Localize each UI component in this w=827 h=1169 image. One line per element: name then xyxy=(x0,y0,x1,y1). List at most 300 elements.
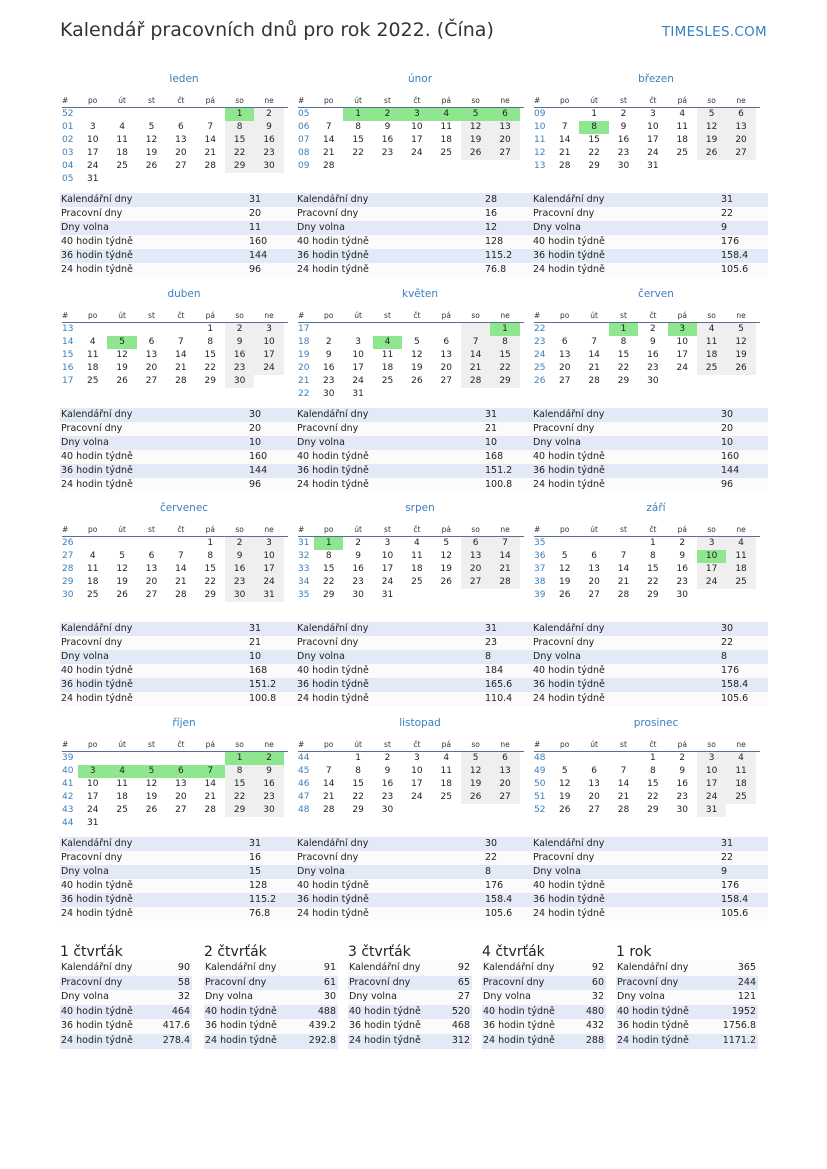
day-cell[interactable]: 15 xyxy=(647,779,659,789)
day-cell[interactable]: 12 xyxy=(116,350,128,360)
day-cell[interactable]: 18 xyxy=(86,363,99,373)
day-cell[interactable]: 16 xyxy=(225,349,254,362)
day-cell[interactable]: 29 xyxy=(225,160,254,173)
day-cell[interactable]: 24 xyxy=(697,576,726,589)
day-cell[interactable]: 29 xyxy=(647,590,659,600)
day-cell[interactable]: 3 xyxy=(697,752,726,765)
day-cell[interactable]: 1 xyxy=(490,323,519,336)
day-cell[interactable]: 11 xyxy=(726,550,755,563)
day-cell[interactable]: 25 xyxy=(726,576,755,589)
day-cell[interactable]: 2 xyxy=(679,753,686,763)
day-cell[interactable]: 8 xyxy=(490,336,519,349)
day-cell[interactable]: 23 xyxy=(381,148,394,158)
day-cell[interactable]: 25 xyxy=(86,376,99,386)
day-cell[interactable]: 16 xyxy=(225,563,254,576)
brand-link[interactable]: TIMESLES.COM xyxy=(661,24,767,40)
day-cell[interactable]: 2 xyxy=(225,323,254,336)
day-cell[interactable]: 24 xyxy=(254,362,283,375)
day-cell[interactable]: 8 xyxy=(207,551,214,561)
day-cell[interactable]: 8 xyxy=(207,337,214,347)
day-cell[interactable]: 3 xyxy=(384,538,391,548)
day-cell[interactable]: 2 xyxy=(679,538,686,548)
day-cell[interactable]: 30 xyxy=(254,804,283,817)
day-cell[interactable]: 28 xyxy=(490,576,519,589)
day-cell[interactable]: 26 xyxy=(461,791,490,804)
day-cell[interactable]: 23 xyxy=(254,791,283,804)
day-cell[interactable]: 14 xyxy=(175,350,187,360)
day-cell[interactable]: 26 xyxy=(145,161,158,171)
day-cell[interactable]: 8 xyxy=(650,551,656,561)
day-cell[interactable]: 8 xyxy=(225,121,254,134)
day-cell[interactable]: 10 xyxy=(86,135,99,145)
day-cell[interactable]: 20 xyxy=(175,792,187,802)
day-cell[interactable]: 26 xyxy=(697,147,726,160)
day-cell[interactable]: 19 xyxy=(411,363,423,373)
day-cell[interactable]: 5 xyxy=(461,108,490,121)
day-cell[interactable]: 12 xyxy=(116,564,128,574)
day-cell[interactable]: 29 xyxy=(204,590,216,600)
day-cell[interactable]: 13 xyxy=(726,121,755,134)
day-cell[interactable]: 5 xyxy=(561,766,568,776)
day-cell[interactable]: 20 xyxy=(588,577,600,587)
day-cell[interactable]: 30 xyxy=(254,160,283,173)
day-cell[interactable]: 21 xyxy=(322,148,335,158)
day-cell[interactable]: 28 xyxy=(588,376,600,386)
day-cell[interactable]: 20 xyxy=(145,363,158,373)
day-cell[interactable]: 6 xyxy=(461,537,490,550)
day-cell[interactable]: 13 xyxy=(490,121,519,134)
day-cell[interactable]: 20 xyxy=(490,134,519,147)
day-cell[interactable]: 26 xyxy=(461,147,490,160)
day-cell[interactable]: 17 xyxy=(352,363,364,373)
day-cell[interactable]: 4 xyxy=(432,108,461,121)
day-cell[interactable]: 19 xyxy=(558,792,571,802)
day-cell[interactable]: 3 xyxy=(414,753,420,763)
day-cell[interactable]: 23 xyxy=(225,362,254,375)
day-cell[interactable]: 1 xyxy=(207,538,214,548)
day-cell[interactable]: 30 xyxy=(225,375,254,388)
day-cell[interactable]: 28 xyxy=(322,805,335,815)
day-cell[interactable]: 20 xyxy=(558,363,571,373)
day-cell[interactable]: 30 xyxy=(352,590,364,600)
day-cell[interactable]: 3 xyxy=(89,122,96,132)
day-cell[interactable]: 22 xyxy=(588,148,600,158)
day-cell[interactable]: 16 xyxy=(254,134,283,147)
day-cell[interactable]: 9 xyxy=(384,766,391,776)
day-cell[interactable]: 1 xyxy=(314,537,343,550)
day-cell[interactable]: 16 xyxy=(676,779,688,789)
day-cell[interactable]: 14 xyxy=(617,564,630,574)
day-cell[interactable]: 16 xyxy=(352,564,364,574)
day-cell[interactable]: 6 xyxy=(561,337,568,347)
day-cell[interactable]: 10 xyxy=(411,122,423,132)
day-cell[interactable]: 15 xyxy=(225,134,254,147)
day-cell[interactable]: 23 xyxy=(676,792,688,802)
day-cell[interactable]: 7 xyxy=(620,551,627,561)
day-cell[interactable]: 5 xyxy=(414,337,420,347)
day-cell[interactable]: 8 xyxy=(355,766,361,776)
day-cell[interactable]: 14 xyxy=(175,564,187,574)
day-cell[interactable]: 3 xyxy=(668,323,697,336)
day-cell[interactable]: 20 xyxy=(440,363,452,373)
day-cell[interactable]: 6 xyxy=(178,122,184,132)
day-cell[interactable]: 3 xyxy=(697,537,726,550)
day-cell[interactable]: 15 xyxy=(352,779,364,789)
day-cell[interactable]: 30 xyxy=(225,589,254,602)
day-cell[interactable]: 5 xyxy=(137,765,166,778)
day-cell[interactable]: 18 xyxy=(726,778,755,791)
day-cell[interactable]: 27 xyxy=(558,376,571,386)
day-cell[interactable]: 6 xyxy=(591,551,597,561)
day-cell[interactable]: 8 xyxy=(650,766,656,776)
day-cell[interactable]: 25 xyxy=(697,362,726,375)
day-cell[interactable]: 26 xyxy=(440,577,452,587)
day-cell[interactable]: 28 xyxy=(175,590,187,600)
day-cell[interactable]: 21 xyxy=(617,792,630,802)
day-cell[interactable]: 4 xyxy=(697,323,726,336)
day-cell[interactable]: 11 xyxy=(116,135,128,145)
day-cell[interactable]: 12 xyxy=(411,350,423,360)
day-cell[interactable]: 23 xyxy=(225,576,254,589)
day-cell[interactable]: 27 xyxy=(726,147,755,160)
day-cell[interactable]: 23 xyxy=(617,148,630,158)
day-cell[interactable]: 7 xyxy=(620,766,627,776)
day-cell[interactable]: 13 xyxy=(145,564,158,574)
day-cell[interactable]: 4 xyxy=(726,537,755,550)
day-cell[interactable]: 6 xyxy=(726,108,755,121)
day-cell[interactable]: 27 xyxy=(490,791,519,804)
day-cell[interactable]: 13 xyxy=(175,135,187,145)
day-cell[interactable]: 23 xyxy=(254,147,283,160)
day-cell[interactable]: 22 xyxy=(352,792,364,802)
day-cell[interactable]: 14 xyxy=(461,349,490,362)
day-cell[interactable]: 10 xyxy=(411,766,423,776)
day-cell[interactable]: 14 xyxy=(204,779,216,789)
day-cell[interactable]: 10 xyxy=(381,551,394,561)
day-cell[interactable]: 15 xyxy=(322,564,335,574)
day-cell[interactable]: 5 xyxy=(461,752,490,765)
day-cell[interactable]: 6 xyxy=(443,337,450,347)
day-cell[interactable]: 24 xyxy=(697,791,726,804)
day-cell[interactable]: 10 xyxy=(647,122,659,132)
day-cell[interactable]: 2 xyxy=(254,752,283,765)
day-cell[interactable]: 7 xyxy=(178,337,184,347)
day-cell[interactable]: 7 xyxy=(461,336,490,349)
day-cell[interactable]: 15 xyxy=(617,350,630,360)
day-cell[interactable]: 14 xyxy=(588,350,600,360)
day-cell[interactable]: 26 xyxy=(726,362,755,375)
day-cell[interactable]: 1 xyxy=(225,752,254,765)
day-cell[interactable]: 25 xyxy=(116,805,128,815)
day-cell[interactable]: 27 xyxy=(175,805,187,815)
day-cell[interactable]: 22 xyxy=(490,362,519,375)
day-cell[interactable]: 27 xyxy=(588,805,600,815)
day-cell[interactable]: 12 xyxy=(558,564,571,574)
day-cell[interactable]: 13 xyxy=(175,779,187,789)
day-cell[interactable]: 19 xyxy=(697,134,726,147)
day-cell[interactable]: 2 xyxy=(355,538,361,548)
day-cell[interactable]: 16 xyxy=(647,350,659,360)
day-cell[interactable]: 3 xyxy=(254,537,283,550)
day-cell[interactable]: 21 xyxy=(617,577,630,587)
day-cell[interactable]: 20 xyxy=(490,778,519,791)
day-cell[interactable]: 8 xyxy=(620,337,627,347)
day-cell[interactable]: 9 xyxy=(254,765,283,778)
day-cell[interactable]: 24 xyxy=(647,148,659,158)
day-cell[interactable]: 16 xyxy=(254,778,283,791)
day-cell[interactable]: 9 xyxy=(254,121,283,134)
day-cell[interactable]: 12 xyxy=(145,779,158,789)
day-cell[interactable]: 24 xyxy=(411,148,423,158)
day-cell[interactable]: 13 xyxy=(145,350,158,360)
day-cell[interactable]: 11 xyxy=(86,350,99,360)
day-cell[interactable]: 25 xyxy=(86,590,99,600)
day-cell[interactable]: 15 xyxy=(647,564,659,574)
day-cell[interactable]: 9 xyxy=(679,551,686,561)
day-cell[interactable]: 18 xyxy=(86,577,99,587)
day-cell[interactable]: 3 xyxy=(402,108,431,121)
day-cell[interactable]: 1 xyxy=(355,753,361,763)
day-cell[interactable]: 25 xyxy=(381,376,394,386)
day-cell[interactable]: 23 xyxy=(322,376,335,386)
day-cell[interactable]: 30 xyxy=(647,376,659,386)
day-cell[interactable]: 21 xyxy=(461,362,490,375)
day-cell[interactable]: 17 xyxy=(411,135,423,145)
day-cell[interactable]: 30 xyxy=(676,590,688,600)
day-cell[interactable]: 2 xyxy=(384,753,391,763)
day-cell[interactable]: 2 xyxy=(650,324,656,334)
day-cell[interactable]: 13 xyxy=(461,550,490,563)
day-cell[interactable]: 7 xyxy=(207,122,214,132)
day-cell[interactable]: 29 xyxy=(204,376,216,386)
day-cell[interactable]: 1 xyxy=(225,108,254,121)
day-cell[interactable]: 11 xyxy=(86,564,99,574)
day-cell[interactable]: 5 xyxy=(148,122,155,132)
day-cell[interactable]: 10 xyxy=(697,765,726,778)
day-cell[interactable]: 5 xyxy=(119,551,125,561)
day-cell[interactable]: 21 xyxy=(204,792,216,802)
day-cell[interactable]: 19 xyxy=(558,577,571,587)
day-cell[interactable]: 20 xyxy=(175,148,187,158)
day-cell[interactable]: 31 xyxy=(381,590,394,600)
day-cell[interactable]: 17 xyxy=(254,563,283,576)
day-cell[interactable]: 17 xyxy=(676,350,688,360)
day-cell[interactable]: 14 xyxy=(558,135,571,145)
day-cell[interactable]: 1 xyxy=(650,538,656,548)
day-cell[interactable]: 1 xyxy=(609,323,638,336)
day-cell[interactable]: 16 xyxy=(381,135,394,145)
day-cell[interactable]: 5 xyxy=(726,323,755,336)
day-cell[interactable]: 14 xyxy=(322,135,335,145)
day-cell[interactable]: 6 xyxy=(148,337,155,347)
day-cell[interactable]: 18 xyxy=(381,363,394,373)
day-cell[interactable]: 20 xyxy=(145,577,158,587)
day-cell[interactable]: 31 xyxy=(697,804,726,817)
day-cell[interactable]: 29 xyxy=(490,375,519,388)
day-cell[interactable]: 7 xyxy=(325,766,332,776)
day-cell[interactable]: 4 xyxy=(89,337,96,347)
day-cell[interactable]: 6 xyxy=(490,752,519,765)
day-cell[interactable]: 27 xyxy=(490,147,519,160)
day-cell[interactable]: 28 xyxy=(322,161,335,171)
day-cell[interactable]: 9 xyxy=(384,122,391,132)
day-cell[interactable]: 19 xyxy=(461,778,490,791)
day-cell[interactable]: 25 xyxy=(440,148,452,158)
day-cell[interactable]: 24 xyxy=(352,376,364,386)
day-cell[interactable]: 17 xyxy=(86,792,99,802)
day-cell[interactable]: 11 xyxy=(726,765,755,778)
day-cell[interactable]: 29 xyxy=(617,376,630,386)
day-cell[interactable]: 3 xyxy=(254,323,283,336)
day-cell[interactable]: 19 xyxy=(145,792,158,802)
day-cell[interactable]: 6 xyxy=(148,551,155,561)
day-cell[interactable]: 26 xyxy=(116,590,128,600)
day-cell[interactable]: 14 xyxy=(617,779,630,789)
day-cell[interactable]: 2 xyxy=(373,108,402,121)
day-cell[interactable]: 19 xyxy=(145,148,158,158)
day-cell[interactable]: 28 xyxy=(558,161,571,171)
day-cell[interactable]: 13 xyxy=(490,765,519,778)
day-cell[interactable]: 27 xyxy=(440,376,452,386)
day-cell[interactable]: 6 xyxy=(591,766,597,776)
day-cell[interactable]: 8 xyxy=(355,122,361,132)
day-cell[interactable]: 23 xyxy=(352,577,364,587)
day-cell[interactable]: 26 xyxy=(145,805,158,815)
day-cell[interactable]: 9 xyxy=(225,550,254,563)
day-cell[interactable]: 17 xyxy=(647,135,659,145)
day-cell[interactable]: 4 xyxy=(414,538,420,548)
day-cell[interactable]: 4 xyxy=(373,336,402,349)
day-cell[interactable]: 8 xyxy=(225,765,254,778)
day-cell[interactable]: 1 xyxy=(343,108,372,121)
day-cell[interactable]: 24 xyxy=(254,576,283,589)
day-cell[interactable]: 12 xyxy=(145,135,158,145)
day-cell[interactable]: 28 xyxy=(617,805,630,815)
day-cell[interactable]: 24 xyxy=(676,363,688,373)
day-cell[interactable]: 6 xyxy=(490,108,519,121)
day-cell[interactable]: 16 xyxy=(381,779,394,789)
day-cell[interactable]: 19 xyxy=(116,363,128,373)
day-cell[interactable]: 15 xyxy=(588,135,600,145)
day-cell[interactable]: 22 xyxy=(352,148,364,158)
day-cell[interactable]: 15 xyxy=(204,564,216,574)
day-cell[interactable]: 15 xyxy=(225,778,254,791)
day-cell[interactable]: 21 xyxy=(204,148,216,158)
day-cell[interactable]: 13 xyxy=(588,779,600,789)
day-cell[interactable]: 21 xyxy=(175,363,187,373)
day-cell[interactable]: 31 xyxy=(352,389,364,399)
day-cell[interactable]: 10 xyxy=(254,336,283,349)
day-cell[interactable]: 23 xyxy=(647,363,659,373)
day-cell[interactable]: 21 xyxy=(558,148,571,158)
day-cell[interactable]: 30 xyxy=(617,161,630,171)
day-cell[interactable]: 19 xyxy=(461,134,490,147)
day-cell[interactable]: 24 xyxy=(411,792,423,802)
day-cell[interactable]: 22 xyxy=(204,577,216,587)
day-cell[interactable]: 7 xyxy=(196,765,225,778)
day-cell[interactable]: 27 xyxy=(145,376,158,386)
day-cell[interactable]: 24 xyxy=(86,161,99,171)
day-cell[interactable]: 25 xyxy=(411,577,423,587)
day-cell[interactable]: 28 xyxy=(204,161,216,171)
day-cell[interactable]: 19 xyxy=(116,577,128,587)
day-cell[interactable]: 8 xyxy=(325,551,332,561)
day-cell[interactable]: 16 xyxy=(322,363,335,373)
day-cell[interactable]: 11 xyxy=(697,336,726,349)
day-cell[interactable]: 2 xyxy=(620,109,627,119)
day-cell[interactable]: 18 xyxy=(440,779,452,789)
day-cell[interactable]: 25 xyxy=(440,792,452,802)
day-cell[interactable]: 2 xyxy=(254,108,283,121)
day-cell[interactable]: 26 xyxy=(558,590,571,600)
day-cell[interactable]: 10 xyxy=(86,779,99,789)
day-cell[interactable]: 23 xyxy=(381,792,394,802)
day-cell[interactable]: 27 xyxy=(461,576,490,589)
day-cell[interactable]: 4 xyxy=(726,752,755,765)
day-cell[interactable]: 25 xyxy=(676,148,688,158)
day-cell[interactable]: 1 xyxy=(207,324,214,334)
day-cell[interactable]: 8 xyxy=(579,121,608,134)
day-cell[interactable]: 28 xyxy=(175,376,187,386)
day-cell[interactable]: 26 xyxy=(558,805,571,815)
day-cell[interactable]: 12 xyxy=(461,765,490,778)
day-cell[interactable]: 19 xyxy=(726,349,755,362)
day-cell[interactable]: 20 xyxy=(588,792,600,802)
day-cell[interactable]: 4 xyxy=(107,765,136,778)
day-cell[interactable]: 1 xyxy=(591,109,597,119)
day-cell[interactable]: 22 xyxy=(225,791,254,804)
day-cell[interactable]: 15 xyxy=(490,349,519,362)
day-cell[interactable]: 11 xyxy=(440,766,452,776)
day-cell[interactable]: 18 xyxy=(726,563,755,576)
day-cell[interactable]: 23 xyxy=(676,577,688,587)
day-cell[interactable]: 4 xyxy=(119,122,125,132)
day-cell[interactable]: 29 xyxy=(647,805,659,815)
day-cell[interactable]: 2 xyxy=(225,537,254,550)
day-cell[interactable]: 17 xyxy=(697,778,726,791)
day-cell[interactable]: 18 xyxy=(116,792,128,802)
day-cell[interactable]: 18 xyxy=(440,135,452,145)
day-cell[interactable]: 7 xyxy=(591,337,597,347)
day-cell[interactable]: 11 xyxy=(676,122,688,132)
day-cell[interactable]: 22 xyxy=(647,577,659,587)
day-cell[interactable]: 22 xyxy=(647,792,659,802)
day-cell[interactable]: 12 xyxy=(461,121,490,134)
day-cell[interactable]: 30 xyxy=(322,389,335,399)
day-cell[interactable]: 4 xyxy=(443,753,450,763)
day-cell[interactable]: 22 xyxy=(204,363,216,373)
day-cell[interactable]: 1 xyxy=(650,753,656,763)
day-cell[interactable]: 30 xyxy=(381,805,394,815)
day-cell[interactable]: 31 xyxy=(86,174,99,184)
day-cell[interactable]: 29 xyxy=(588,161,600,171)
day-cell[interactable]: 9 xyxy=(650,337,656,347)
day-cell[interactable]: 12 xyxy=(726,336,755,349)
day-cell[interactable]: 22 xyxy=(322,577,335,587)
day-cell[interactable]: 13 xyxy=(588,564,600,574)
day-cell[interactable]: 21 xyxy=(588,363,600,373)
day-cell[interactable]: 10 xyxy=(254,550,283,563)
day-cell[interactable]: 9 xyxy=(325,350,332,360)
day-cell[interactable]: 31 xyxy=(86,818,99,828)
day-cell[interactable]: 7 xyxy=(561,122,568,132)
day-cell[interactable]: 28 xyxy=(461,375,490,388)
day-cell[interactable]: 9 xyxy=(355,551,361,561)
day-cell[interactable]: 12 xyxy=(440,551,452,561)
day-cell[interactable]: 27 xyxy=(145,590,158,600)
day-cell[interactable]: 7 xyxy=(490,537,519,550)
day-cell[interactable]: 11 xyxy=(411,551,423,561)
